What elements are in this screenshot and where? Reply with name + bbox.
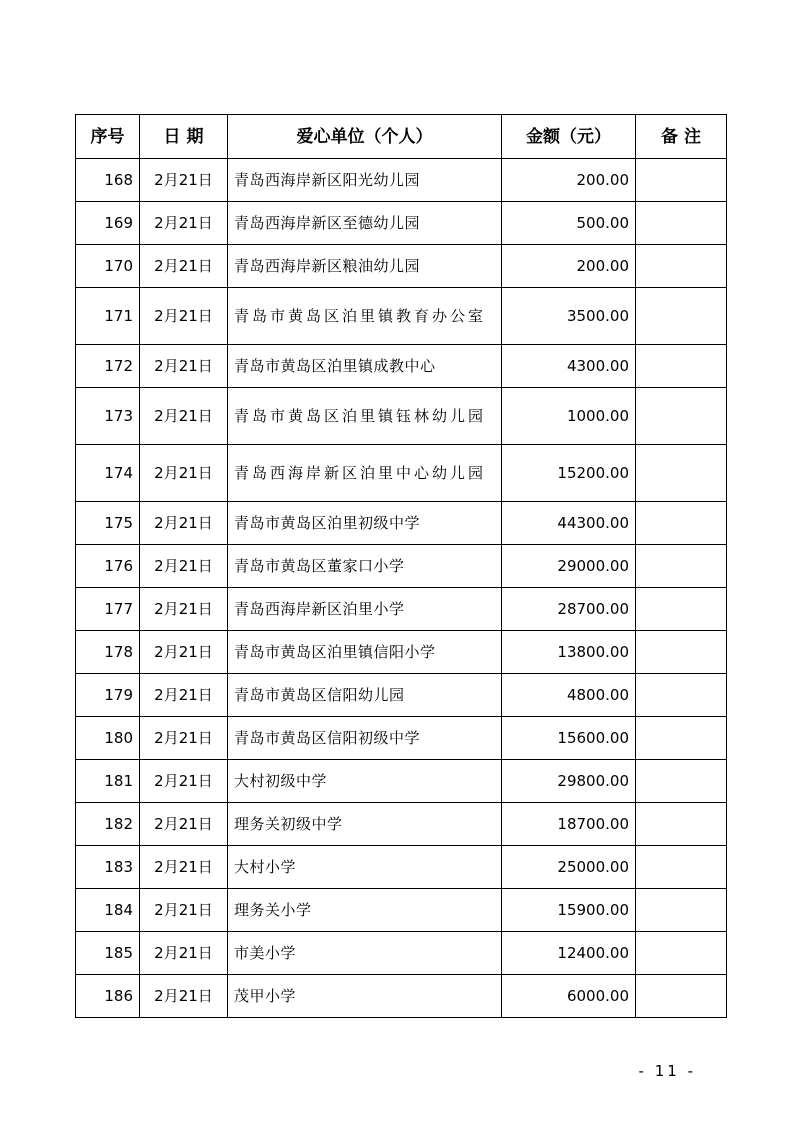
cell-date: 2月21日 (140, 932, 228, 975)
cell-note (636, 674, 727, 717)
cell-note (636, 345, 727, 388)
cell-amount: 500.00 (502, 202, 636, 245)
cell-donor: 青岛西海岸新区泊里中心幼儿园 (228, 445, 502, 502)
cell-amount: 29800.00 (502, 760, 636, 803)
cell-date: 2月21日 (140, 975, 228, 1018)
cell-date: 2月21日 (140, 445, 228, 502)
table-row (76, 202, 727, 245)
cell-date: 2月21日 (140, 345, 228, 388)
table-row (76, 803, 727, 846)
cell-note (636, 502, 727, 545)
header-note: 备 注 (636, 115, 727, 159)
cell-note (636, 717, 727, 760)
cell-donor: 青岛西海岸新区至德幼儿园 (228, 202, 502, 245)
cell-serial-number: 183 (76, 846, 140, 889)
cell-note (636, 288, 727, 345)
table-row (76, 760, 727, 803)
cell-donor: 茂甲小学 (228, 975, 502, 1018)
cell-date: 2月21日 (140, 717, 228, 760)
cell-donor: 青岛市黄岛区泊里镇信阳小学 (228, 631, 502, 674)
cell-note (636, 388, 727, 445)
cell-donor: 市美小学 (228, 932, 502, 975)
cell-amount: 44300.00 (502, 502, 636, 545)
cell-date: 2月21日 (140, 588, 228, 631)
cell-donor: 理务关初级中学 (228, 803, 502, 846)
cell-amount: 6000.00 (502, 975, 636, 1018)
cell-donor: 青岛市黄岛区泊里镇成教中心 (228, 345, 502, 388)
cell-donor: 青岛市黄岛区泊里镇钰林幼儿园 (228, 388, 502, 445)
cell-serial-number: 185 (76, 932, 140, 975)
cell-amount: 1000.00 (502, 388, 636, 445)
table-row (76, 159, 727, 202)
cell-amount: 28700.00 (502, 588, 636, 631)
cell-note (636, 245, 727, 288)
table-row (76, 674, 727, 717)
table-row (76, 545, 727, 588)
cell-serial-number: 186 (76, 975, 140, 1018)
cell-date: 2月21日 (140, 631, 228, 674)
table-row (76, 631, 727, 674)
table-row (76, 245, 727, 288)
cell-note (636, 588, 727, 631)
cell-amount: 200.00 (502, 159, 636, 202)
cell-amount: 29000.00 (502, 545, 636, 588)
cell-serial-number: 176 (76, 545, 140, 588)
cell-amount: 13800.00 (502, 631, 636, 674)
table-row (76, 932, 727, 975)
cell-amount: 18700.00 (502, 803, 636, 846)
cell-note (636, 545, 727, 588)
cell-note (636, 159, 727, 202)
cell-amount: 15900.00 (502, 889, 636, 932)
table-row (76, 975, 727, 1018)
table-row (76, 288, 727, 345)
cell-date: 2月21日 (140, 674, 228, 717)
cell-amount: 25000.00 (502, 846, 636, 889)
cell-note (636, 760, 727, 803)
cell-serial-number: 172 (76, 345, 140, 388)
cell-amount: 3500.00 (502, 288, 636, 345)
cell-serial-number: 184 (76, 889, 140, 932)
cell-serial-number: 180 (76, 717, 140, 760)
cell-donor: 青岛西海岸新区阳光幼儿园 (228, 159, 502, 202)
table-row (76, 846, 727, 889)
cell-serial-number: 175 (76, 502, 140, 545)
cell-amount: 4300.00 (502, 345, 636, 388)
cell-note (636, 631, 727, 674)
table-row (76, 445, 727, 502)
cell-note (636, 202, 727, 245)
cell-note (636, 975, 727, 1018)
table-row (76, 889, 727, 932)
cell-donor: 青岛市黄岛区董家口小学 (228, 545, 502, 588)
cell-date: 2月21日 (140, 803, 228, 846)
cell-note (636, 932, 727, 975)
cell-amount: 15200.00 (502, 445, 636, 502)
cell-serial-number: 179 (76, 674, 140, 717)
cell-date: 2月21日 (140, 202, 228, 245)
cell-donor: 理务关小学 (228, 889, 502, 932)
header-date: 日 期 (140, 115, 228, 159)
cell-serial-number: 178 (76, 631, 140, 674)
cell-amount: 200.00 (502, 245, 636, 288)
cell-date: 2月21日 (140, 502, 228, 545)
cell-amount: 15600.00 (502, 717, 636, 760)
header-serial-number: 序号 (76, 115, 140, 159)
table-row (76, 388, 727, 445)
cell-serial-number: 181 (76, 760, 140, 803)
table-row (76, 345, 727, 388)
page-number: - 11 - (638, 1062, 696, 1080)
cell-donor: 青岛市黄岛区泊里镇教育办公室 (228, 288, 502, 345)
cell-donor: 青岛市黄岛区信阳初级中学 (228, 717, 502, 760)
cell-date: 2月21日 (140, 388, 228, 445)
donation-table (75, 114, 727, 1018)
cell-donor: 青岛西海岸新区泊里小学 (228, 588, 502, 631)
table-row (76, 502, 727, 545)
cell-date: 2月21日 (140, 245, 228, 288)
cell-serial-number: 173 (76, 388, 140, 445)
cell-serial-number: 168 (76, 159, 140, 202)
cell-donor: 青岛西海岸新区粮油幼儿园 (228, 245, 502, 288)
table-row (76, 588, 727, 631)
cell-date: 2月21日 (140, 288, 228, 345)
table-header-row (76, 115, 727, 159)
cell-serial-number: 182 (76, 803, 140, 846)
cell-date: 2月21日 (140, 760, 228, 803)
cell-note (636, 445, 727, 502)
cell-donor: 大村小学 (228, 846, 502, 889)
cell-serial-number: 177 (76, 588, 140, 631)
cell-date: 2月21日 (140, 159, 228, 202)
header-donor: 爱心单位（个人） (228, 115, 502, 159)
cell-note (636, 889, 727, 932)
cell-serial-number: 171 (76, 288, 140, 345)
table-row (76, 717, 727, 760)
cell-note (636, 846, 727, 889)
cell-date: 2月21日 (140, 846, 228, 889)
cell-serial-number: 174 (76, 445, 140, 502)
cell-donor: 青岛市黄岛区信阳幼儿园 (228, 674, 502, 717)
cell-note (636, 803, 727, 846)
cell-amount: 4800.00 (502, 674, 636, 717)
cell-donor: 青岛市黄岛区泊里初级中学 (228, 502, 502, 545)
header-amount: 金额（元） (502, 115, 636, 159)
cell-serial-number: 170 (76, 245, 140, 288)
cell-serial-number: 169 (76, 202, 140, 245)
cell-date: 2月21日 (140, 545, 228, 588)
cell-date: 2月21日 (140, 889, 228, 932)
cell-donor: 大村初级中学 (228, 760, 502, 803)
cell-amount: 12400.00 (502, 932, 636, 975)
